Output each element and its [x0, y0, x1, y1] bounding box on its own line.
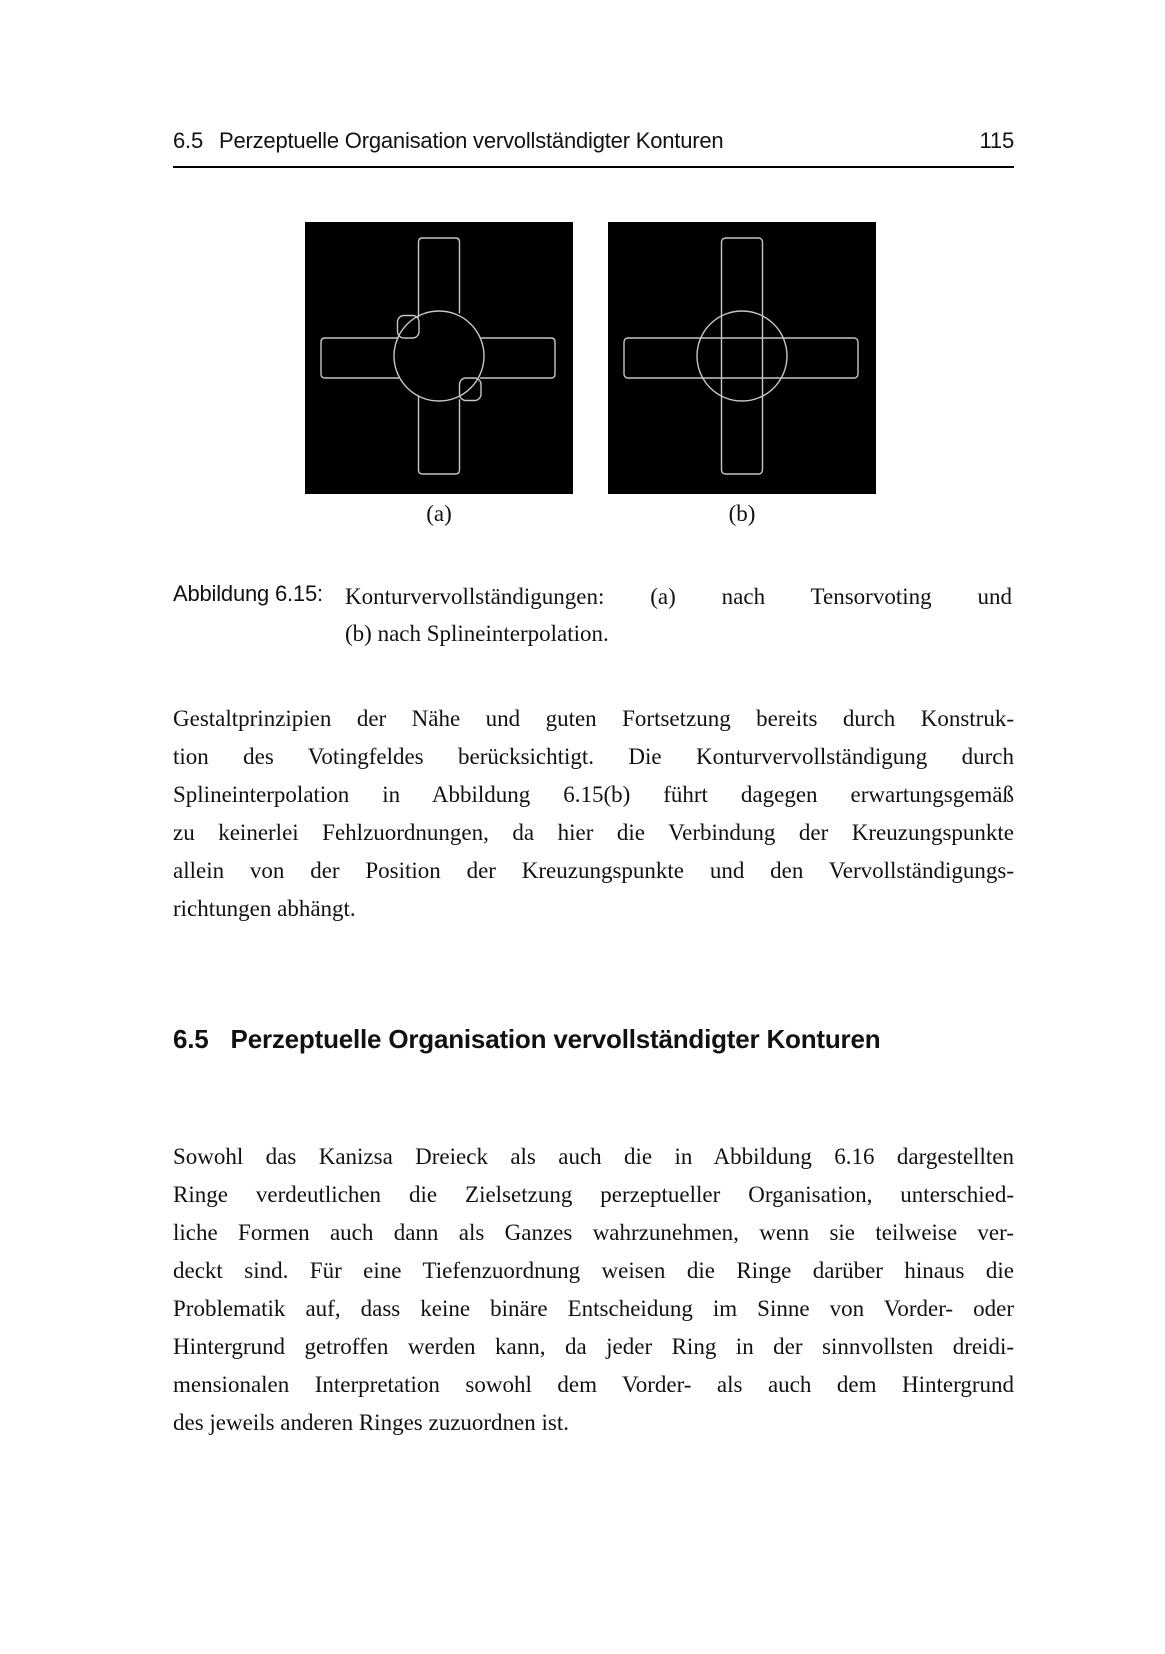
- text-line: richtungen abhängt.: [173, 896, 356, 921]
- text-line: (b) nach Splineinterpolation.: [345, 621, 609, 646]
- contour-horizontal-bar: [624, 338, 858, 378]
- contour-misconnection-topleft: [398, 316, 420, 339]
- text-line: Splineinterpolation in Abbildung 6.15(b) führt dagegen erwartungsgemäß: [173, 782, 1014, 807]
- text-line: allein von der Position der Kreuzungspunkte und den Vervollständigungs-: [173, 858, 1014, 883]
- text-line: Problematik auf, dass keine binäre Entscheidung im Sinne von Vorder- oder: [173, 1296, 1014, 1321]
- figure-sublabel-b: (b): [728, 501, 756, 526]
- text-line: Ringe verdeutlichen die Zielsetzung perzeptueller Organisation, unterschied-: [173, 1182, 1014, 1207]
- figure-panel-b-spline: [608, 222, 876, 494]
- text-line: tion des Votingfeldes berücksichtigt. Die Konturvervollständigung durch: [173, 744, 1014, 769]
- text-line: mensionalen Interpretation sowohl dem Vorder- als auch dem Hintergrund: [173, 1372, 1014, 1397]
- contour-left-arm: [321, 338, 400, 378]
- text-line: liche Formen auch dann als Ganzes wahrzunehmen, wenn sie teilweise ver-: [173, 1220, 1014, 1245]
- text-line: zu keinerlei Fehlzuordnungen, da hier die Verbindung der Kreuzungspunkte: [173, 820, 1014, 845]
- page-number: 115: [979, 128, 1014, 153]
- contour-vertical-bar: [722, 238, 763, 474]
- text-line: des jeweils anderen Ringes zuzuordnen ist.: [173, 1410, 569, 1435]
- figure-caption-text: [345, 578, 1012, 652]
- body-paragraph-2: [173, 1138, 1014, 1442]
- contour-right-arm: [481, 338, 556, 378]
- contour-circle: [394, 311, 484, 401]
- contour-top-arm: [419, 238, 460, 317]
- figure-panel-a-tensorvoting: [305, 222, 573, 494]
- contour-bottom-arm: [419, 396, 460, 474]
- header-rule: [173, 166, 1014, 168]
- section-heading: [173, 1024, 1014, 1055]
- text-line: Gestaltprinzipien der Nähe und guten Fortsetzung bereits durch Konstruk-: [173, 706, 1014, 731]
- text-line: Hintergrund getroffen werden kann, da jeder Ring in der sinnvollsten dreidi-: [173, 1334, 1014, 1359]
- section-heading-number: 6.5: [173, 1024, 209, 1054]
- text-line: deckt sind. Für eine Tiefenzuordnung weisen die Ringe darüber hinaus die: [173, 1258, 1014, 1283]
- figure-caption-label: Abbildung 6.15:: [173, 581, 323, 606]
- figure-sublabel-a: (a): [426, 501, 452, 526]
- text-line: Sowohl das Kanizsa Dreieck als auch die in Abbildung 6.16 dargestellten: [173, 1144, 1014, 1169]
- figure-b-image: [608, 222, 876, 494]
- running-header-section-number: 6.5: [173, 128, 203, 153]
- running-header-section-title: Perzeptuelle Organisation vervollständigter Konturen: [218, 128, 724, 153]
- running-header: [173, 128, 1014, 160]
- figure-a-image: [305, 222, 573, 494]
- section-heading-title: Perzeptuelle Organisation vervollständigter Konturen: [230, 1024, 881, 1054]
- body-paragraph-1: [173, 700, 1014, 928]
- contour-circle: [697, 311, 787, 401]
- text-line: Konturvervollständigungen: (a) nach Tensorvoting und: [345, 584, 1012, 609]
